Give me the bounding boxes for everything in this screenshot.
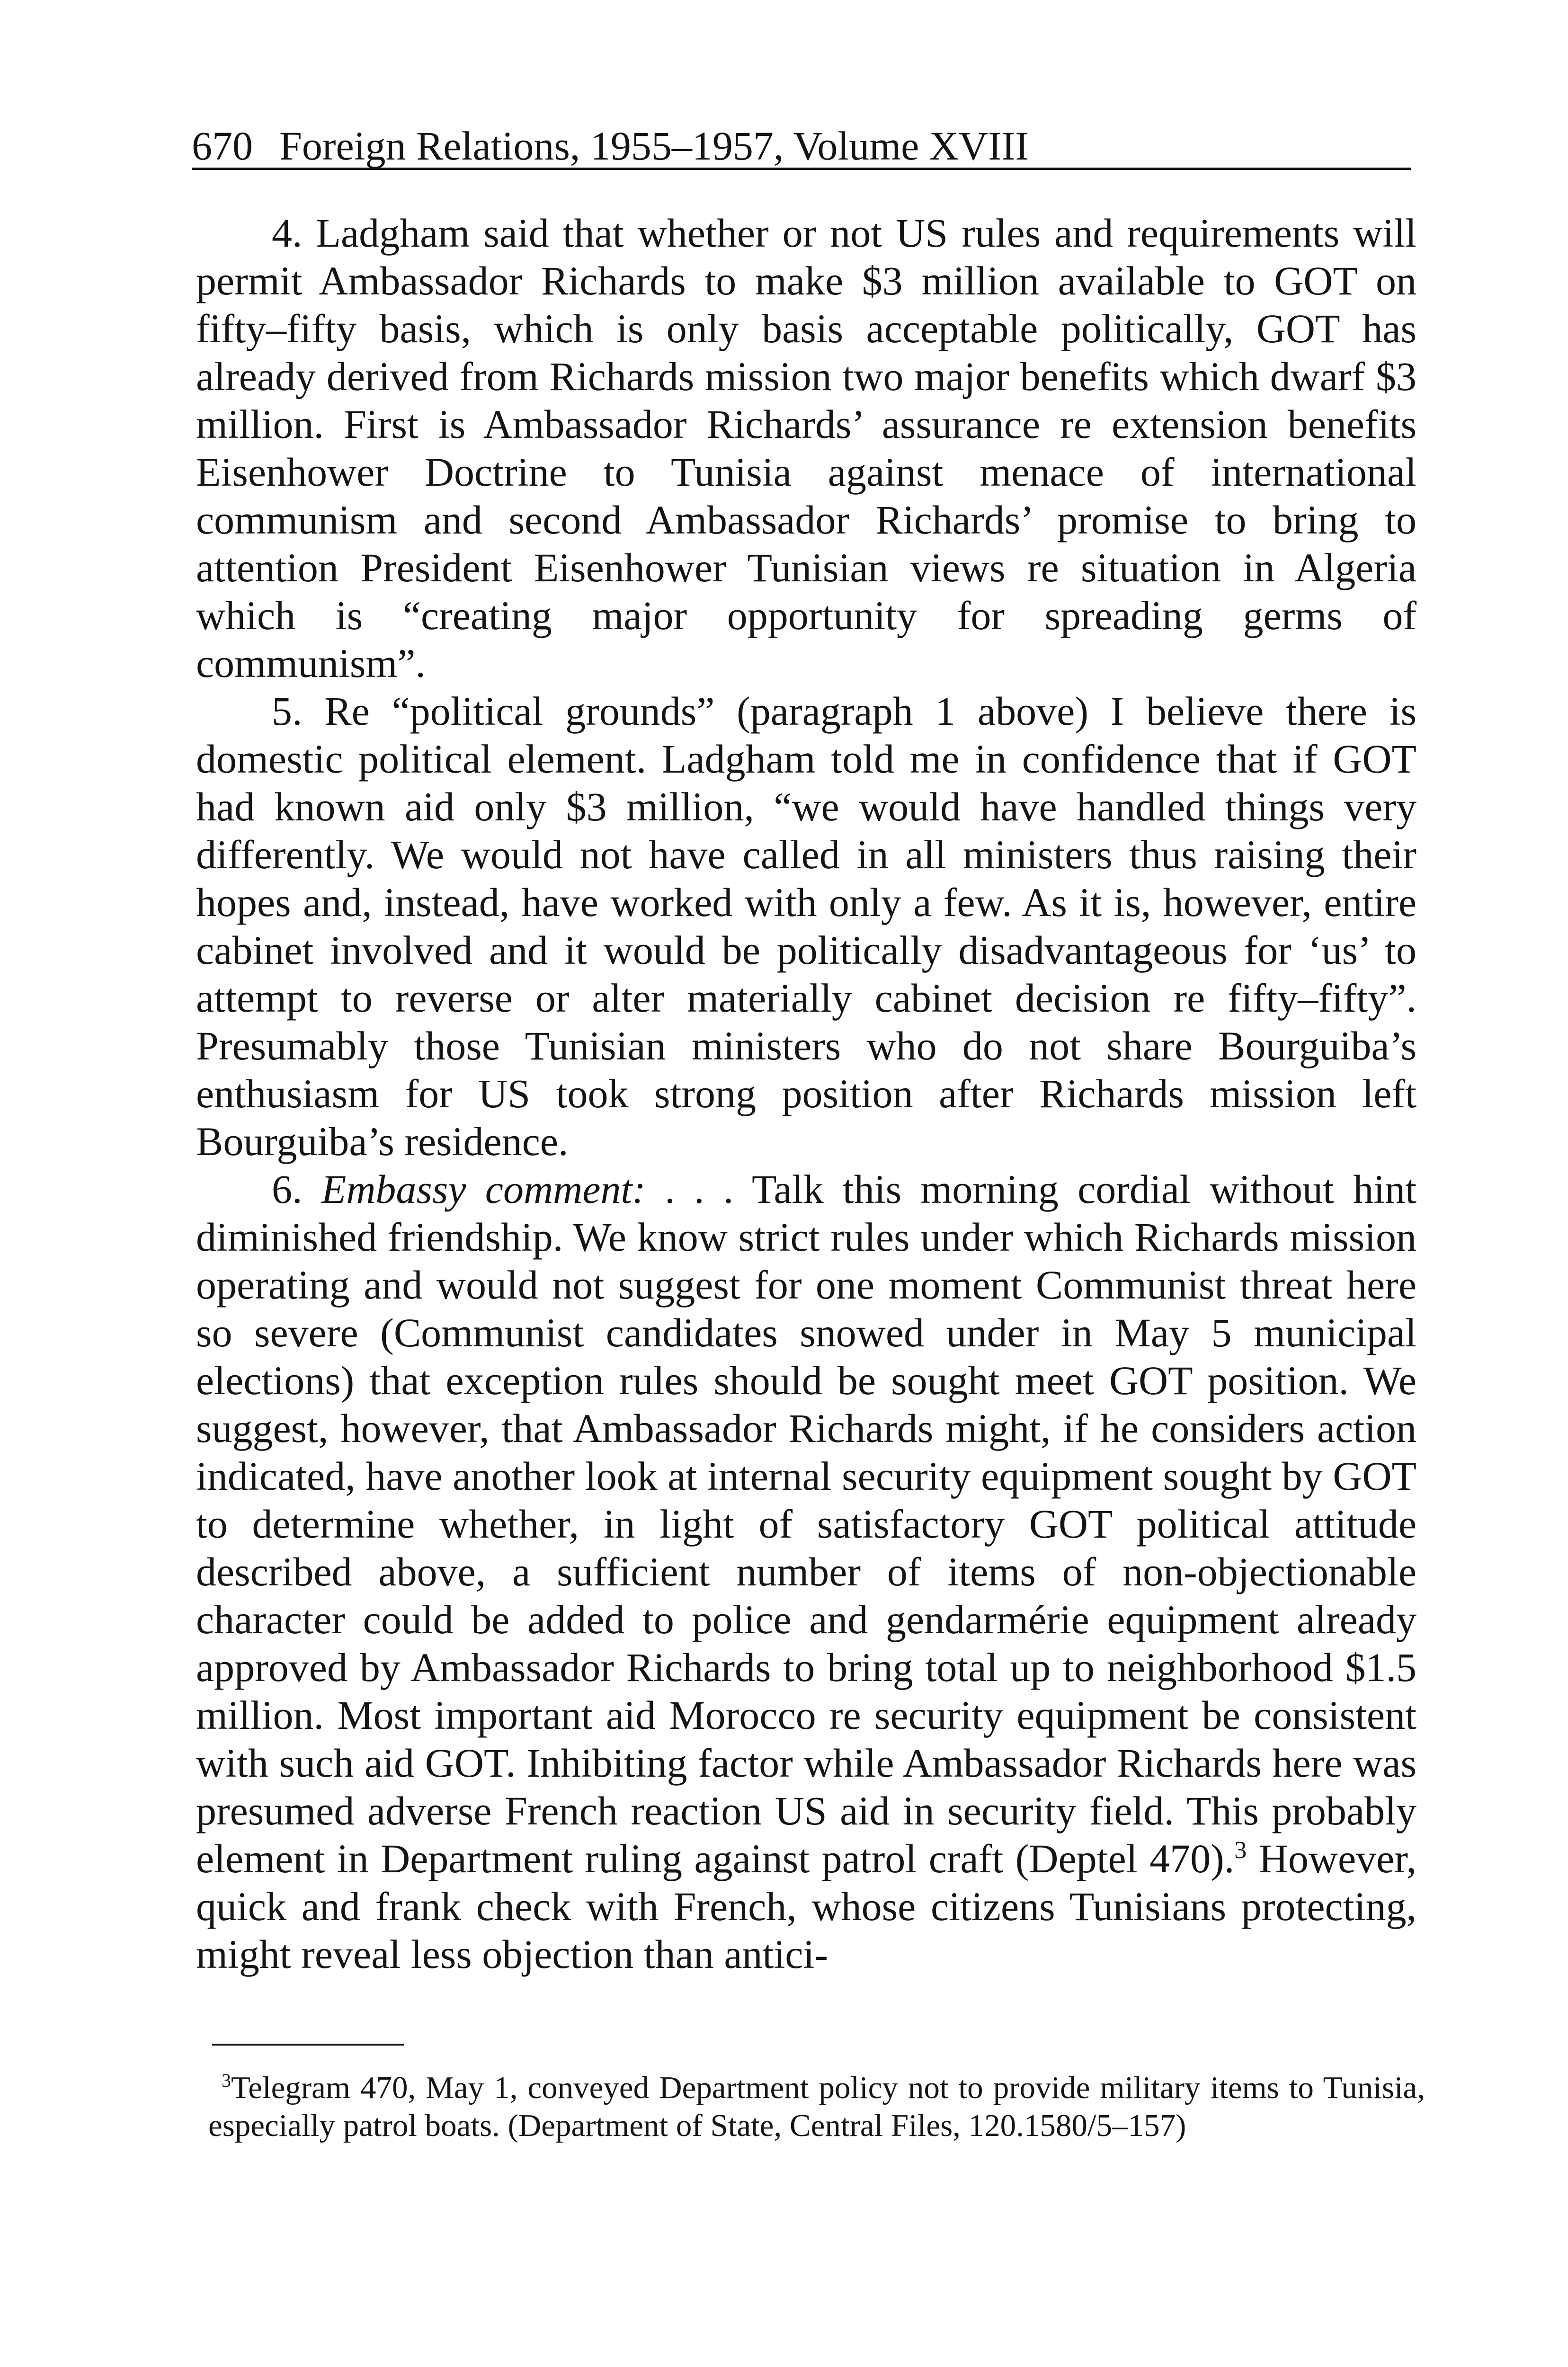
volume-title: Foreign Relations, 1955–1957, Volume XVIII: [279, 123, 1029, 169]
paragraph-5: 5. Re “political grounds” (paragraph 1 above) I believe there is domestic political element. Ladgham told me in confidence that if GOT had known aid only $3 million, “we would have handled things very differently. We would not have called in all ministers thus raising their hopes and, instead, have worked with only a few. As it is, however, entire cabinet involved and it would be politically disadvantageous for ‘us’ to attempt to reverse or alter materially cabinet decision re fifty–fifty”. Presumably those Tunisian ministers who do not share Bourguiba’s enthusiasm for US took strong position after Richards mission left Bourguiba’s residence.: [196, 688, 1417, 1164]
paragraph-6: [196, 1166, 1417, 1978]
paragraph-6-tail: However, quick and frank check with French, whose citizens Tunisians protecting, might reveal less objection than antici-: [196, 1836, 1417, 1977]
embassy-comment-label: Embassy comment:: [321, 1166, 646, 1212]
paragraph-4: 4. Ladgham said that whether or not US rules and requirements will permit Ambassador Richards to make $3 million available to GOT on fifty–fifty basis, which is only basis acceptable politically, GOT has already derived from Richards mission two major benefits which dwarf $3 million. First is Ambassador Richards’ assurance re extension benefits Eisenhower Doctrine to Tunisia against menace of international communism and second Ambassador Richards’ promise to bring to attention President Eisenhower Tunisian views re situation in Algeria which is “creating major opportunity for spreading germs of communism”.: [196, 210, 1417, 686]
footnote-reference[interactable]: 3: [1234, 1837, 1247, 1864]
footnote: [208, 2069, 1425, 2145]
footnote-divider: [212, 2044, 404, 2046]
footnote-text: Telegram 470, May 1, conveyed Department policy not to provide military items to Tunisia, especially patrol boats. (Department of State, Central Files, 120.1580/5–157): [208, 2070, 1425, 2143]
footnote-marker: 3: [222, 2070, 231, 2091]
body-text: [196, 209, 1417, 1978]
page-number: 670: [192, 123, 253, 169]
running-head: [192, 124, 1411, 170]
paragraph-6-number: 6.: [272, 1166, 303, 1212]
paragraph-6-body: . . . Talk this morning cordial without hint diminished friendship. We know strict rules under which Richards mission operating and would not suggest for one moment Communist threat here so severe (Communist candidates snowed under in May 5 municipal elections) that exception rules should be sought meet GOT position. We suggest, however, that Ambassador Richards might, if he considers action indicated, have another look at internal security equipment sought by GOT to determine whether, in light of satisfactory GOT political attitude described above, a sufficient number of items of non-objectionable character could be added to police and gendarmérie equipment already approved by Ambassador Richards to bring total up to neighborhood $1.5 million. Most important aid Morocco re security equipment be consistent with such aid GOT. Inhibiting factor while Ambassador Richards here was presumed adverse French reaction US aid in security field. This probably element in Department ruling against patrol craft (Deptel 470).: [196, 1166, 1417, 1881]
